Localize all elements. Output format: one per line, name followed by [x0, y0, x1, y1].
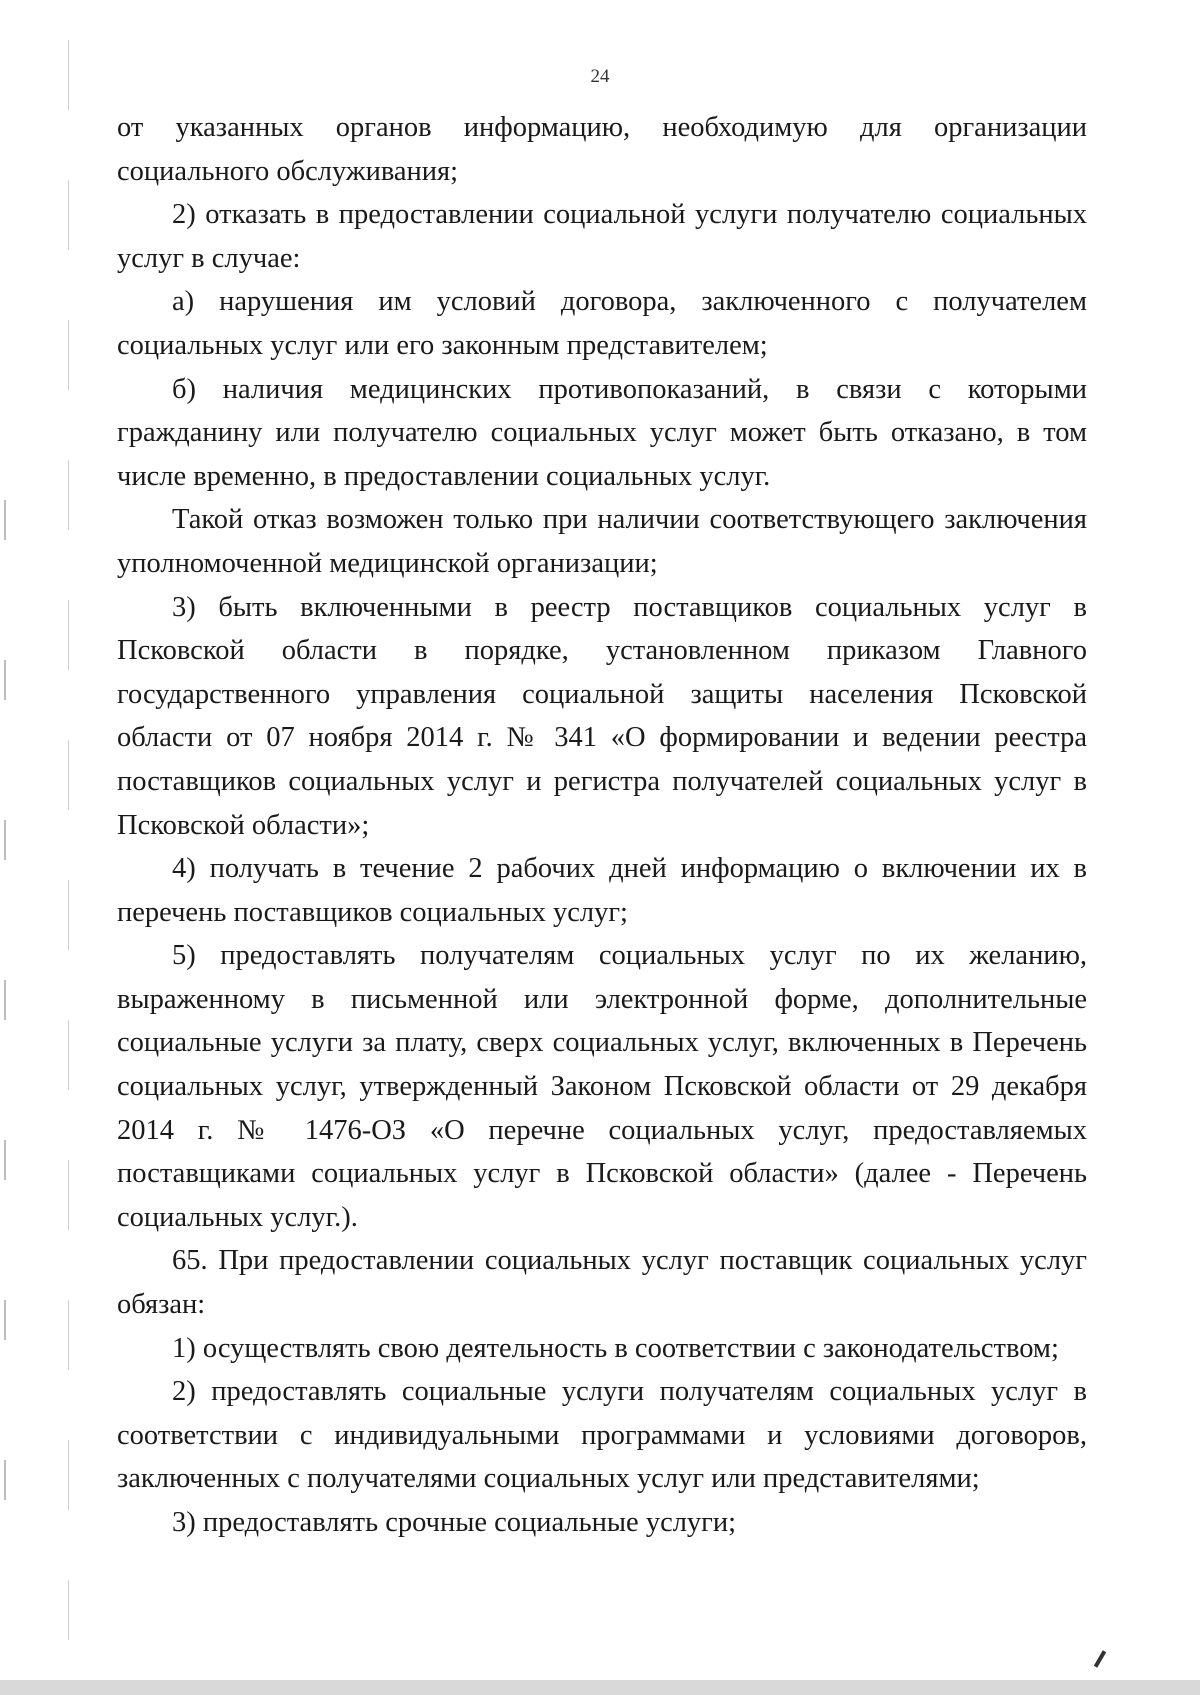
paragraph: 2) предоставлять социальные услуги получателям социальных услуг в соответствии с индивидуальными программами и условиями договоров, заключенных с получателями социальных услуг или представителями;: [117, 1376, 1087, 1495]
page-number: 24: [590, 66, 610, 87]
paragraph: б) наличия медицинских противопоказаний, в связи с которыми гражданину или получателю социальных услуг может быть отказано, в том числе временно, в предоставлении социальных услуг.: [117, 373, 1087, 492]
paragraph: Такой отказ возможен только при наличии соответствующего заключения уполномоченной медицинской организации;: [117, 504, 1087, 579]
paragraph: 1) осуществлять свою деятельность в соответствии с законодательством;: [172, 1332, 1059, 1364]
pen-mark: [1094, 1650, 1106, 1668]
paragraph: 65. При предоставлении социальных услуг поставщик социальных услуг обязан:: [117, 1245, 1087, 1321]
paragraph: а) нарушения им условий договора, заключенного с получателем социальных услуг или его законным представителем;: [117, 286, 1087, 361]
scan-edge-artifact: [4, 500, 6, 1600]
paragraph: от указанных органов информацию, необходимую для организации социального обслуживания;: [117, 112, 1087, 187]
scan-bottom-edge: [0, 1680, 1200, 1695]
document-body: [117, 106, 1087, 1545]
scan-margin-artifact: [68, 40, 69, 1640]
paragraph: 3) быть включенными в реестр поставщиков социальных услуг в Псковской области в порядке, установленном приказом Главного государственного управления социальной защиты населения Псковской области от 07 ноября 2014 г. № 341 «О формировании и ведении реестра поставщиков социальных услуг и регистра получателей социальных услуг в Псковской области»;: [117, 591, 1087, 841]
paragraph: 5) предоставлять получателям социальных услуг по их желанию, выраженному в письменной или электронной форме, дополнительные социальные услуги за плату, сверх социальных услуг, включенных в Перечень социальных услуг, утвержденный Законом Псковской области от 29 декабря 2014 г. № 1476-ОЗ «О перечне социальных услуг, предоставляемых поставщиками социальных услуг в Псковской области» (далее - Перечень социальных услуг.).: [117, 940, 1087, 1233]
paragraph: 4) получать в течение 2 рабочих дней информацию о включении их в перечень поставщиков социальных услуг;: [117, 853, 1087, 928]
paragraph: 2) отказать в предоставлении социальной услуги получателю социальных услуг в случае:: [117, 199, 1087, 274]
paragraph: 3) предоставлять срочные социальные услуги;: [172, 1507, 737, 1538]
